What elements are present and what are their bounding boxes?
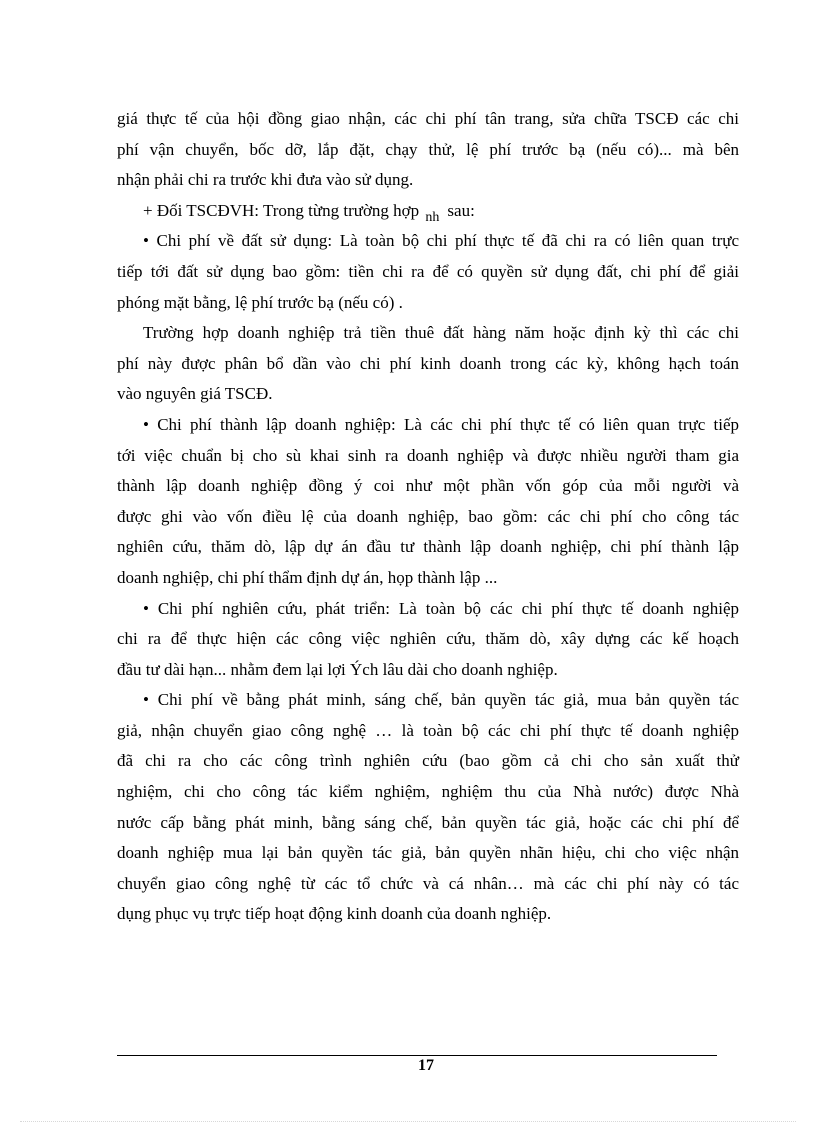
text-line: • Chi phí nghiên cứu, phát triển: Là toàn bộ các chi phí thực tế doanh nghiệp bbox=[143, 598, 739, 618]
body-text bbox=[117, 104, 739, 930]
text-line: Trường hợp doanh nghiệp trả tiền thuê đất hàng năm hoặc định kỳ thì các chi bbox=[143, 323, 739, 343]
paragraph-2 bbox=[117, 196, 739, 227]
subscript-text: nh bbox=[425, 209, 440, 225]
text-line: vào nguyên giá TSCĐ. bbox=[117, 384, 273, 404]
text-line: phí vận chuyển, bốc dỡ, lắp đặt, chạy thử, lệ phí trước bạ (nếu có)... mà bên bbox=[117, 139, 739, 159]
text-line: nước cấp bằng phát minh, bằng sáng chế, bản quyền tác giả, hoặc các chi phí để bbox=[117, 812, 739, 832]
text-line: • Chi phí về bằng phát minh, sáng chế, bản quyền tác giả, mua bản quyền tác bbox=[143, 690, 739, 710]
paragraph-5 bbox=[117, 410, 739, 594]
paragraph-7 bbox=[117, 685, 739, 930]
text-line: tới việc chuẩn bị cho sù khai sinh ra doanh nghiệp và được nhiều người tham gia bbox=[117, 445, 739, 465]
text-line: doanh nghiệp mua lại bản quyền tác giả, bản quyền nhãn hiệu, chi cho việc nhận bbox=[117, 843, 739, 863]
text-line: doanh nghiệp, chi phí thẩm định dự án, họp thành lập ... bbox=[117, 567, 498, 587]
text-line: chuyển giao công nghệ từ các tổ chức và cá nhân… mà các chi phí này có tác bbox=[117, 873, 739, 893]
page-number: 17 bbox=[418, 1057, 434, 1074]
text-line: giả, nhận chuyển giao công nghệ … là toàn bộ các chi phí thực tế doanh nghiệp bbox=[117, 720, 739, 740]
text-segment: sau: bbox=[447, 200, 475, 220]
text-line: đã chi ra cho các công trình nghiên cứu (bao gồm cả chi cho sản xuất thử bbox=[117, 751, 739, 771]
text-line: thành lập doanh nghiệp đồng ý coi như một phần vốn góp của mỗi người và bbox=[117, 476, 739, 496]
footer-rule bbox=[117, 1055, 717, 1056]
paragraph-6 bbox=[117, 594, 739, 686]
text-line: đầu tư dài hạn... nhằm đem lại lợi Ých lâu dài cho doanh nghiệp. bbox=[117, 659, 558, 679]
paragraph-3 bbox=[117, 226, 739, 318]
paragraph-1 bbox=[117, 104, 739, 196]
text-line: phóng mặt bằng, lệ phí trước bạ (nếu có) . bbox=[117, 292, 403, 312]
paragraph-4 bbox=[117, 318, 739, 410]
text-line: chi ra để thực hiện các công việc nghiên cứu, thăm dò, xây dựng các kế hoạch bbox=[117, 629, 739, 649]
text-line: tiếp tới đất sử dụng bao gồm: tiền chi ra để có quyền sử dụng đất, chi phí để giải bbox=[117, 261, 739, 281]
text-line: • Chi phí thành lập doanh nghiệp: Là các chi phí thực tế có liên quan trực tiếp bbox=[143, 414, 739, 434]
text-line: nghiên cứu, thăm dò, lập dự án đầu tư thành lập doanh nghiệp, chi phí thành lập bbox=[117, 537, 739, 557]
page-border-dotted bbox=[20, 1121, 796, 1122]
text-line: nhận phải chi ra trước khi đưa vào sử dụng. bbox=[117, 170, 414, 190]
text-line: • Chi phí về đất sử dụng: Là toàn bộ chi phí thực tế đã chi ra có liên quan trực bbox=[143, 231, 739, 251]
text-line: dụng phục vụ trực tiếp hoạt động kinh doanh của doanh nghiệp. bbox=[117, 904, 552, 924]
text-segment: + Đối TSCĐVH: Trong từng trường hợp bbox=[143, 200, 420, 220]
text-line: phí này được phân bổ dần vào chi phí kinh doanh trong các kỳ, không hạch toán bbox=[117, 353, 739, 373]
text-line: được ghi vào vốn điều lệ của doanh nghiệp, bao gồm: các chi phí cho công tác bbox=[117, 506, 739, 526]
text-line: nghiệm, chi cho công tác kiểm nghiệm, nghiệm thu của Nhà nước) được Nhà bbox=[117, 782, 739, 802]
text-line: giá thực tế của hội đồng giao nhận, các chi phí tân trang, sửa chữa TSCĐ các chi bbox=[117, 109, 739, 128]
